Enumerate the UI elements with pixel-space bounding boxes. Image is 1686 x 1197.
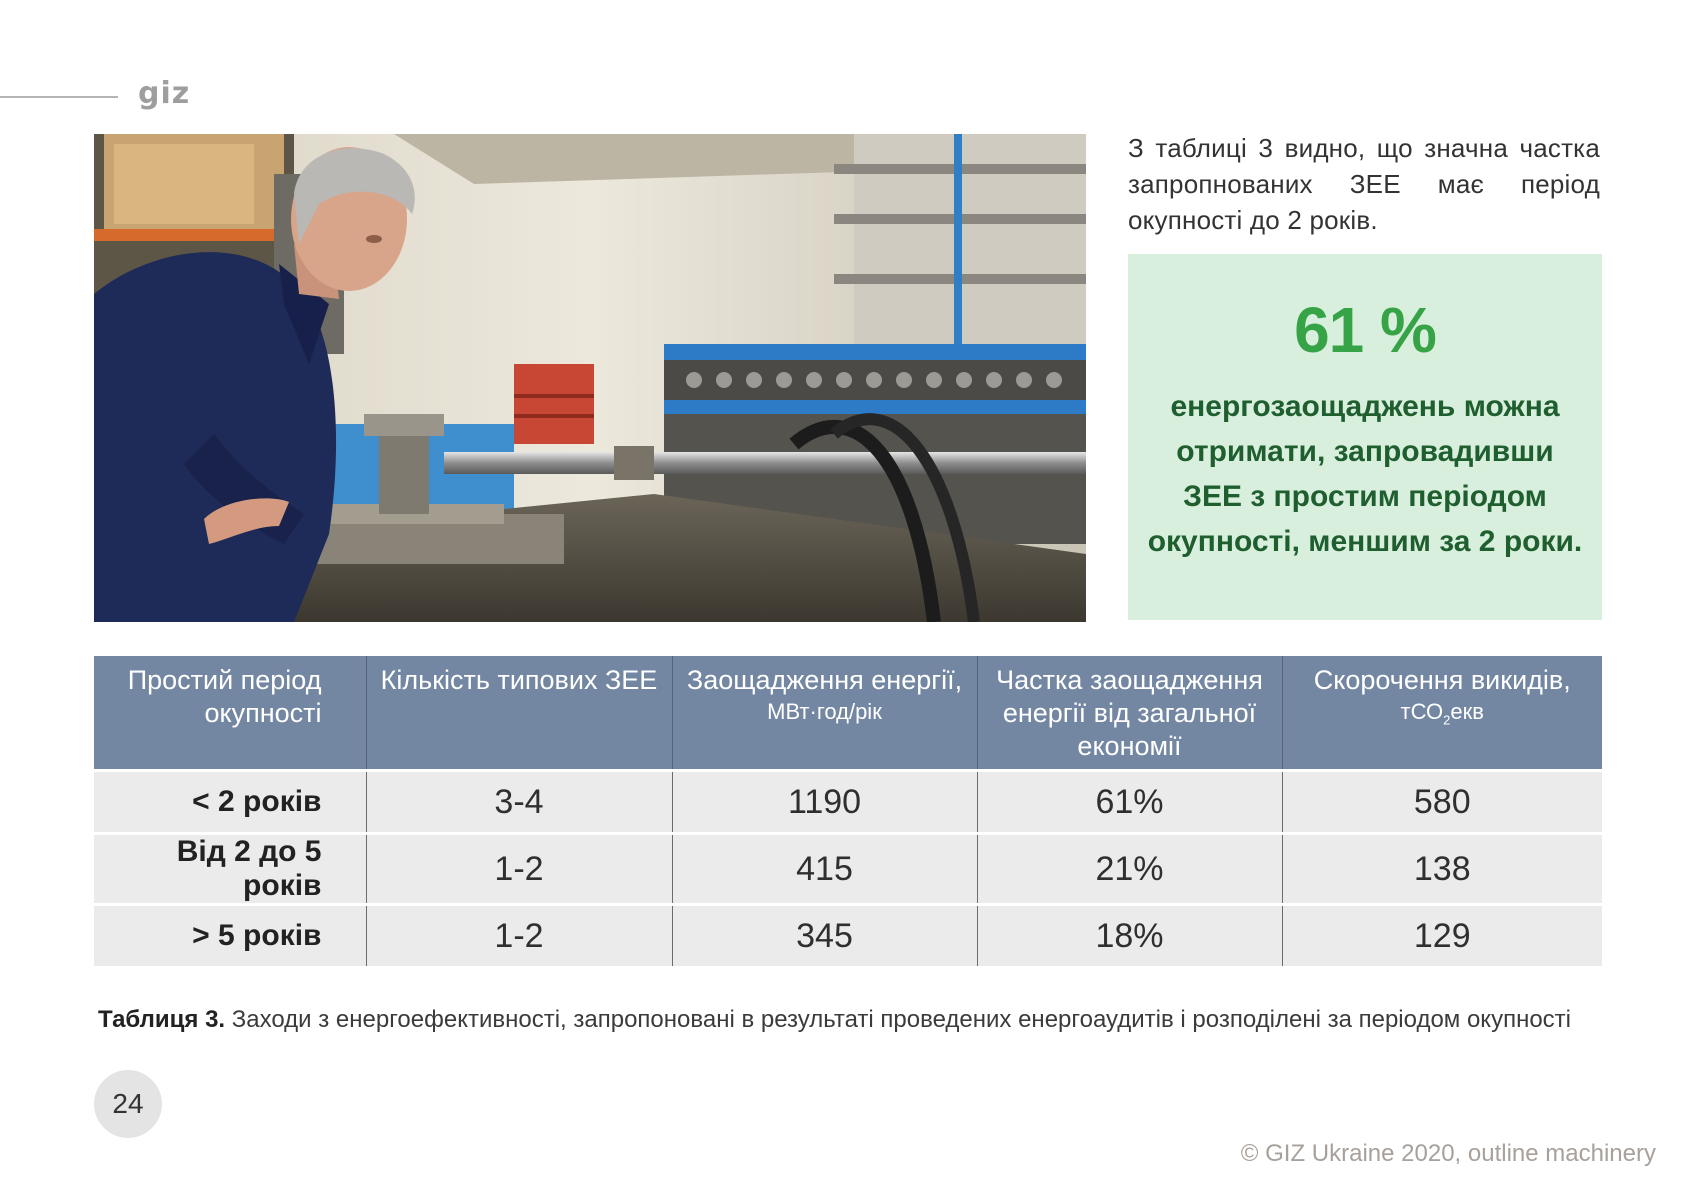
- cell-emissions: 138: [1282, 834, 1602, 905]
- cell-share: 61%: [977, 771, 1282, 834]
- cell-emissions: 580: [1282, 771, 1602, 834]
- cell-period: > 5 років: [94, 905, 366, 967]
- cell-energy: 415: [672, 834, 977, 905]
- key-finding-box: [1128, 254, 1602, 620]
- header-emission-unit: тСО$_2$екв: [1400, 699, 1484, 728]
- cell-count: 1-2: [366, 834, 672, 905]
- cell-count: 3-4: [366, 771, 672, 834]
- workshop-photo: [94, 134, 1086, 622]
- cell-count: 1-2: [366, 905, 672, 967]
- table-header-row: [94, 656, 1602, 771]
- cell-share: 21%: [977, 834, 1282, 905]
- header-payback-period: Простий період окупності: [94, 656, 366, 771]
- cell-share: 18%: [977, 905, 1282, 967]
- table-caption: [98, 1006, 1618, 1034]
- cell-period: < 2 років: [94, 771, 366, 834]
- photo-credit: © GIZ Ukraine 2020, outline machinery: [1240, 1140, 1656, 1167]
- caption-text: Заходи з енергоефективності, запропоновані в результаті проведених енергоаудитів і розподілені за періодом окупності: [225, 1006, 1571, 1033]
- cell-energy: 1190: [672, 771, 977, 834]
- table-row: [94, 834, 1602, 905]
- cell-emissions: 129: [1282, 905, 1602, 967]
- giz-logo: giz: [138, 76, 191, 111]
- key-percentage: 61 %: [1294, 294, 1436, 366]
- table-row: [94, 771, 1602, 834]
- table-row: [94, 905, 1602, 967]
- caption-label: Таблиця 3.: [98, 1006, 226, 1033]
- header-emission-reduction: Скорочення викидів, тСО$_2$екв: [1282, 656, 1602, 771]
- header-measure-count: Кількість типових ЗЕЕ: [366, 656, 672, 771]
- cell-energy: 345: [672, 905, 977, 967]
- intro-paragraph: З таблиці 3 видно, що значна частка запропнованих ЗЕЕ має період окупності до 2 років.: [1128, 133, 1600, 235]
- cell-period: Від 2 до 5 років: [94, 834, 366, 905]
- payback-table: [94, 656, 1602, 966]
- page-number: 24: [94, 1070, 162, 1138]
- header-savings-share: Частка заощадження енергії від загальної економії: [977, 656, 1282, 771]
- header-energy-savings: Заощадження енергії, МВт·год/рік: [672, 656, 977, 771]
- header-rule: [0, 96, 118, 98]
- key-finding-text: енергозаощаджень можна отримати, запровадивши ЗЕЕ з простим періодом окупності, меншим за 2 роки.: [1147, 390, 1583, 558]
- header-energy-unit: МВт·год/рік: [767, 699, 882, 724]
